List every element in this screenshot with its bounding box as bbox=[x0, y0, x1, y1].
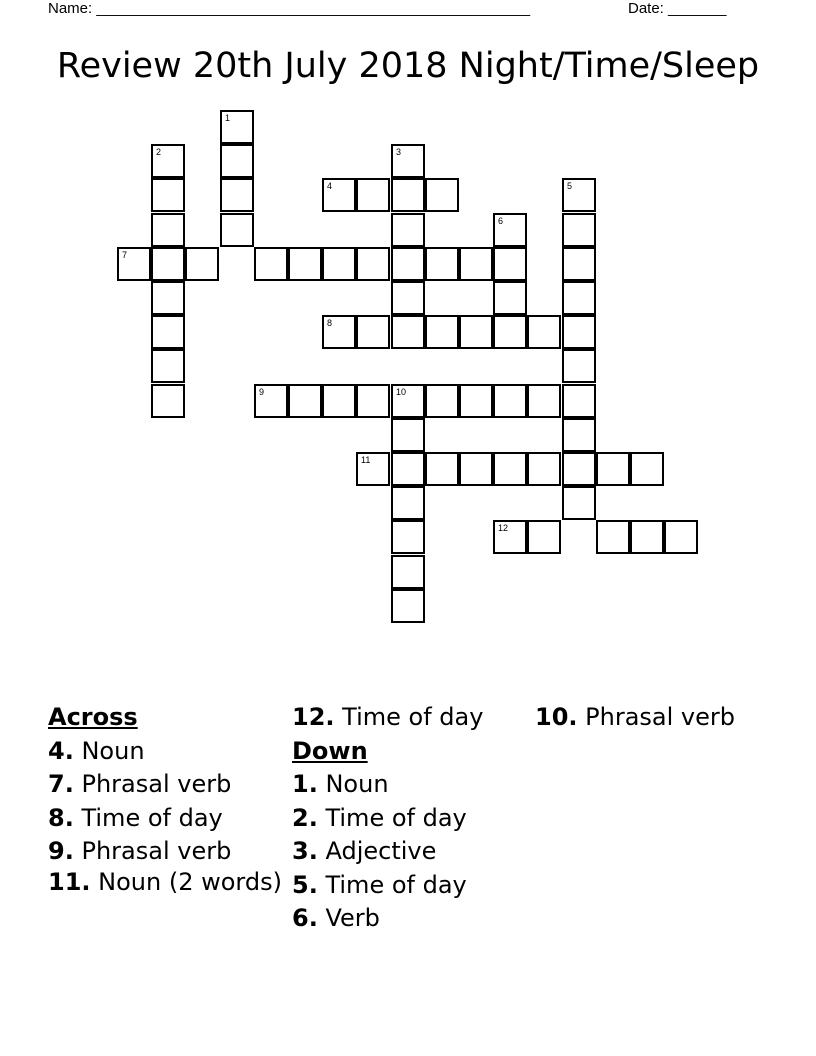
grid-cell[interactable] bbox=[220, 110, 254, 144]
clue-across-7: 7. Phrasal verb bbox=[48, 770, 232, 798]
clue-across-9: 9. Phrasal verb bbox=[48, 837, 232, 865]
clue-number: 9 bbox=[259, 387, 265, 397]
grid-cell[interactable] bbox=[630, 520, 664, 554]
grid-cell[interactable] bbox=[391, 589, 425, 623]
clue-across-4: 4. Noun bbox=[48, 736, 145, 765]
grid-cell[interactable] bbox=[356, 178, 390, 212]
clue-number: 4 bbox=[327, 181, 333, 191]
grid-cell[interactable] bbox=[220, 178, 254, 212]
clue-number: 1 bbox=[225, 113, 231, 123]
down-heading: Down bbox=[292, 736, 368, 765]
clue-down-5: 5. Time of day bbox=[292, 870, 467, 899]
clue-down-10: 10. Phrasal verb bbox=[535, 703, 735, 731]
grid-cell[interactable] bbox=[391, 452, 425, 486]
grid-cell[interactable] bbox=[185, 247, 219, 281]
clue-across-12: 12. Time of day bbox=[292, 703, 484, 731]
grid-cell[interactable] bbox=[664, 520, 698, 554]
grid-cell[interactable] bbox=[322, 315, 356, 349]
grid-cell[interactable] bbox=[391, 247, 425, 281]
grid-cell[interactable] bbox=[527, 384, 561, 418]
date-field: Date: _______ bbox=[628, 0, 727, 17]
grid-cell[interactable] bbox=[151, 247, 185, 281]
grid-cell[interactable] bbox=[391, 555, 425, 589]
grid-cell[interactable] bbox=[356, 452, 390, 486]
clue-number: 8 bbox=[327, 318, 333, 328]
grid-cell[interactable] bbox=[459, 247, 493, 281]
grid-cell[interactable] bbox=[220, 144, 254, 178]
clue-column-1 bbox=[48, 701, 288, 901]
grid-cell[interactable] bbox=[391, 315, 425, 349]
grid-cell[interactable] bbox=[425, 384, 459, 418]
page-title: Review 20th July 2018 Night/Time/Sleep bbox=[56, 46, 760, 86]
clue-number: 2 bbox=[156, 147, 162, 157]
grid-cell[interactable] bbox=[151, 315, 185, 349]
grid-cell[interactable] bbox=[391, 281, 425, 315]
grid-cell[interactable] bbox=[493, 315, 527, 349]
grid-cell[interactable] bbox=[220, 213, 254, 247]
clue-down-2: 2. Time of day bbox=[292, 803, 467, 832]
clue-column-3 bbox=[535, 701, 775, 735]
grid-cell[interactable] bbox=[254, 247, 288, 281]
clue-number: 7 bbox=[122, 250, 128, 260]
grid-cell[interactable] bbox=[151, 349, 185, 383]
grid-cell[interactable] bbox=[527, 315, 561, 349]
grid-cell[interactable] bbox=[493, 520, 527, 554]
grid-cell[interactable] bbox=[425, 178, 459, 212]
grid-cell[interactable] bbox=[562, 281, 596, 315]
across-heading: Across bbox=[48, 703, 138, 731]
grid-cell[interactable] bbox=[151, 384, 185, 418]
grid-cell[interactable] bbox=[151, 213, 185, 247]
grid-cell[interactable] bbox=[391, 418, 425, 452]
clue-across-11: 11. Noun (2 words) bbox=[48, 867, 282, 896]
clue-down-3: 3. Adjective bbox=[292, 837, 437, 865]
grid-cell[interactable] bbox=[425, 247, 459, 281]
grid-cell[interactable] bbox=[391, 384, 425, 418]
grid-cell[interactable] bbox=[391, 213, 425, 247]
grid-cell[interactable] bbox=[493, 281, 527, 315]
grid-cell[interactable] bbox=[562, 349, 596, 383]
grid-cell[interactable] bbox=[493, 452, 527, 486]
clue-down-1: 1. Noun bbox=[292, 770, 389, 798]
clue-number: 6 bbox=[498, 216, 504, 226]
grid-cell[interactable] bbox=[459, 315, 493, 349]
grid-cell[interactable] bbox=[322, 384, 356, 418]
clue-number: 12 bbox=[498, 523, 509, 533]
clue-number: 10 bbox=[396, 387, 407, 397]
grid-cell[interactable] bbox=[254, 384, 288, 418]
grid-cell[interactable] bbox=[562, 384, 596, 418]
clue-list bbox=[48, 701, 788, 941]
grid-cell[interactable] bbox=[391, 178, 425, 212]
grid-cell[interactable] bbox=[425, 452, 459, 486]
clue-number: 3 bbox=[396, 147, 402, 157]
grid-cell[interactable] bbox=[562, 178, 596, 212]
clue-number: 11 bbox=[361, 455, 371, 465]
grid-cell[interactable] bbox=[527, 452, 561, 486]
grid-cell[interactable] bbox=[459, 452, 493, 486]
grid-cell[interactable] bbox=[562, 486, 596, 520]
grid-cell[interactable] bbox=[596, 520, 630, 554]
grid-cell[interactable] bbox=[391, 520, 425, 554]
clue-across-8: 8. Time of day bbox=[48, 803, 223, 832]
clue-column-2 bbox=[292, 701, 532, 936]
grid-cell[interactable] bbox=[288, 247, 322, 281]
grid-cell[interactable] bbox=[117, 247, 151, 281]
grid-cell[interactable] bbox=[562, 315, 596, 349]
grid-cell[interactable] bbox=[562, 452, 596, 486]
grid-cell[interactable] bbox=[493, 247, 527, 281]
clue-down-6: 6. Verb bbox=[292, 904, 380, 932]
grid-cell[interactable] bbox=[562, 418, 596, 452]
grid-cell[interactable] bbox=[596, 452, 630, 486]
grid-cell[interactable] bbox=[391, 144, 425, 178]
grid-cell[interactable] bbox=[527, 520, 561, 554]
grid-cell[interactable] bbox=[425, 315, 459, 349]
grid-cell[interactable] bbox=[493, 384, 527, 418]
grid-cell[interactable] bbox=[151, 281, 185, 315]
grid-cell[interactable] bbox=[562, 213, 596, 247]
name-field: Name: ____________________________________________________ bbox=[48, 0, 531, 17]
grid-cell[interactable] bbox=[356, 247, 390, 281]
grid-cell[interactable] bbox=[151, 178, 185, 212]
grid-cell[interactable] bbox=[356, 315, 390, 349]
grid-cell[interactable] bbox=[493, 213, 527, 247]
grid-cell[interactable] bbox=[288, 384, 322, 418]
grid-cell[interactable] bbox=[356, 384, 390, 418]
grid-cell[interactable] bbox=[459, 384, 493, 418]
grid-cell[interactable] bbox=[322, 178, 356, 212]
grid-cell[interactable] bbox=[322, 247, 356, 281]
grid-cell[interactable] bbox=[630, 452, 664, 486]
grid-cell[interactable] bbox=[391, 486, 425, 520]
clue-number: 5 bbox=[567, 181, 573, 191]
grid-cell[interactable] bbox=[562, 247, 596, 281]
grid-cell[interactable] bbox=[151, 144, 185, 178]
